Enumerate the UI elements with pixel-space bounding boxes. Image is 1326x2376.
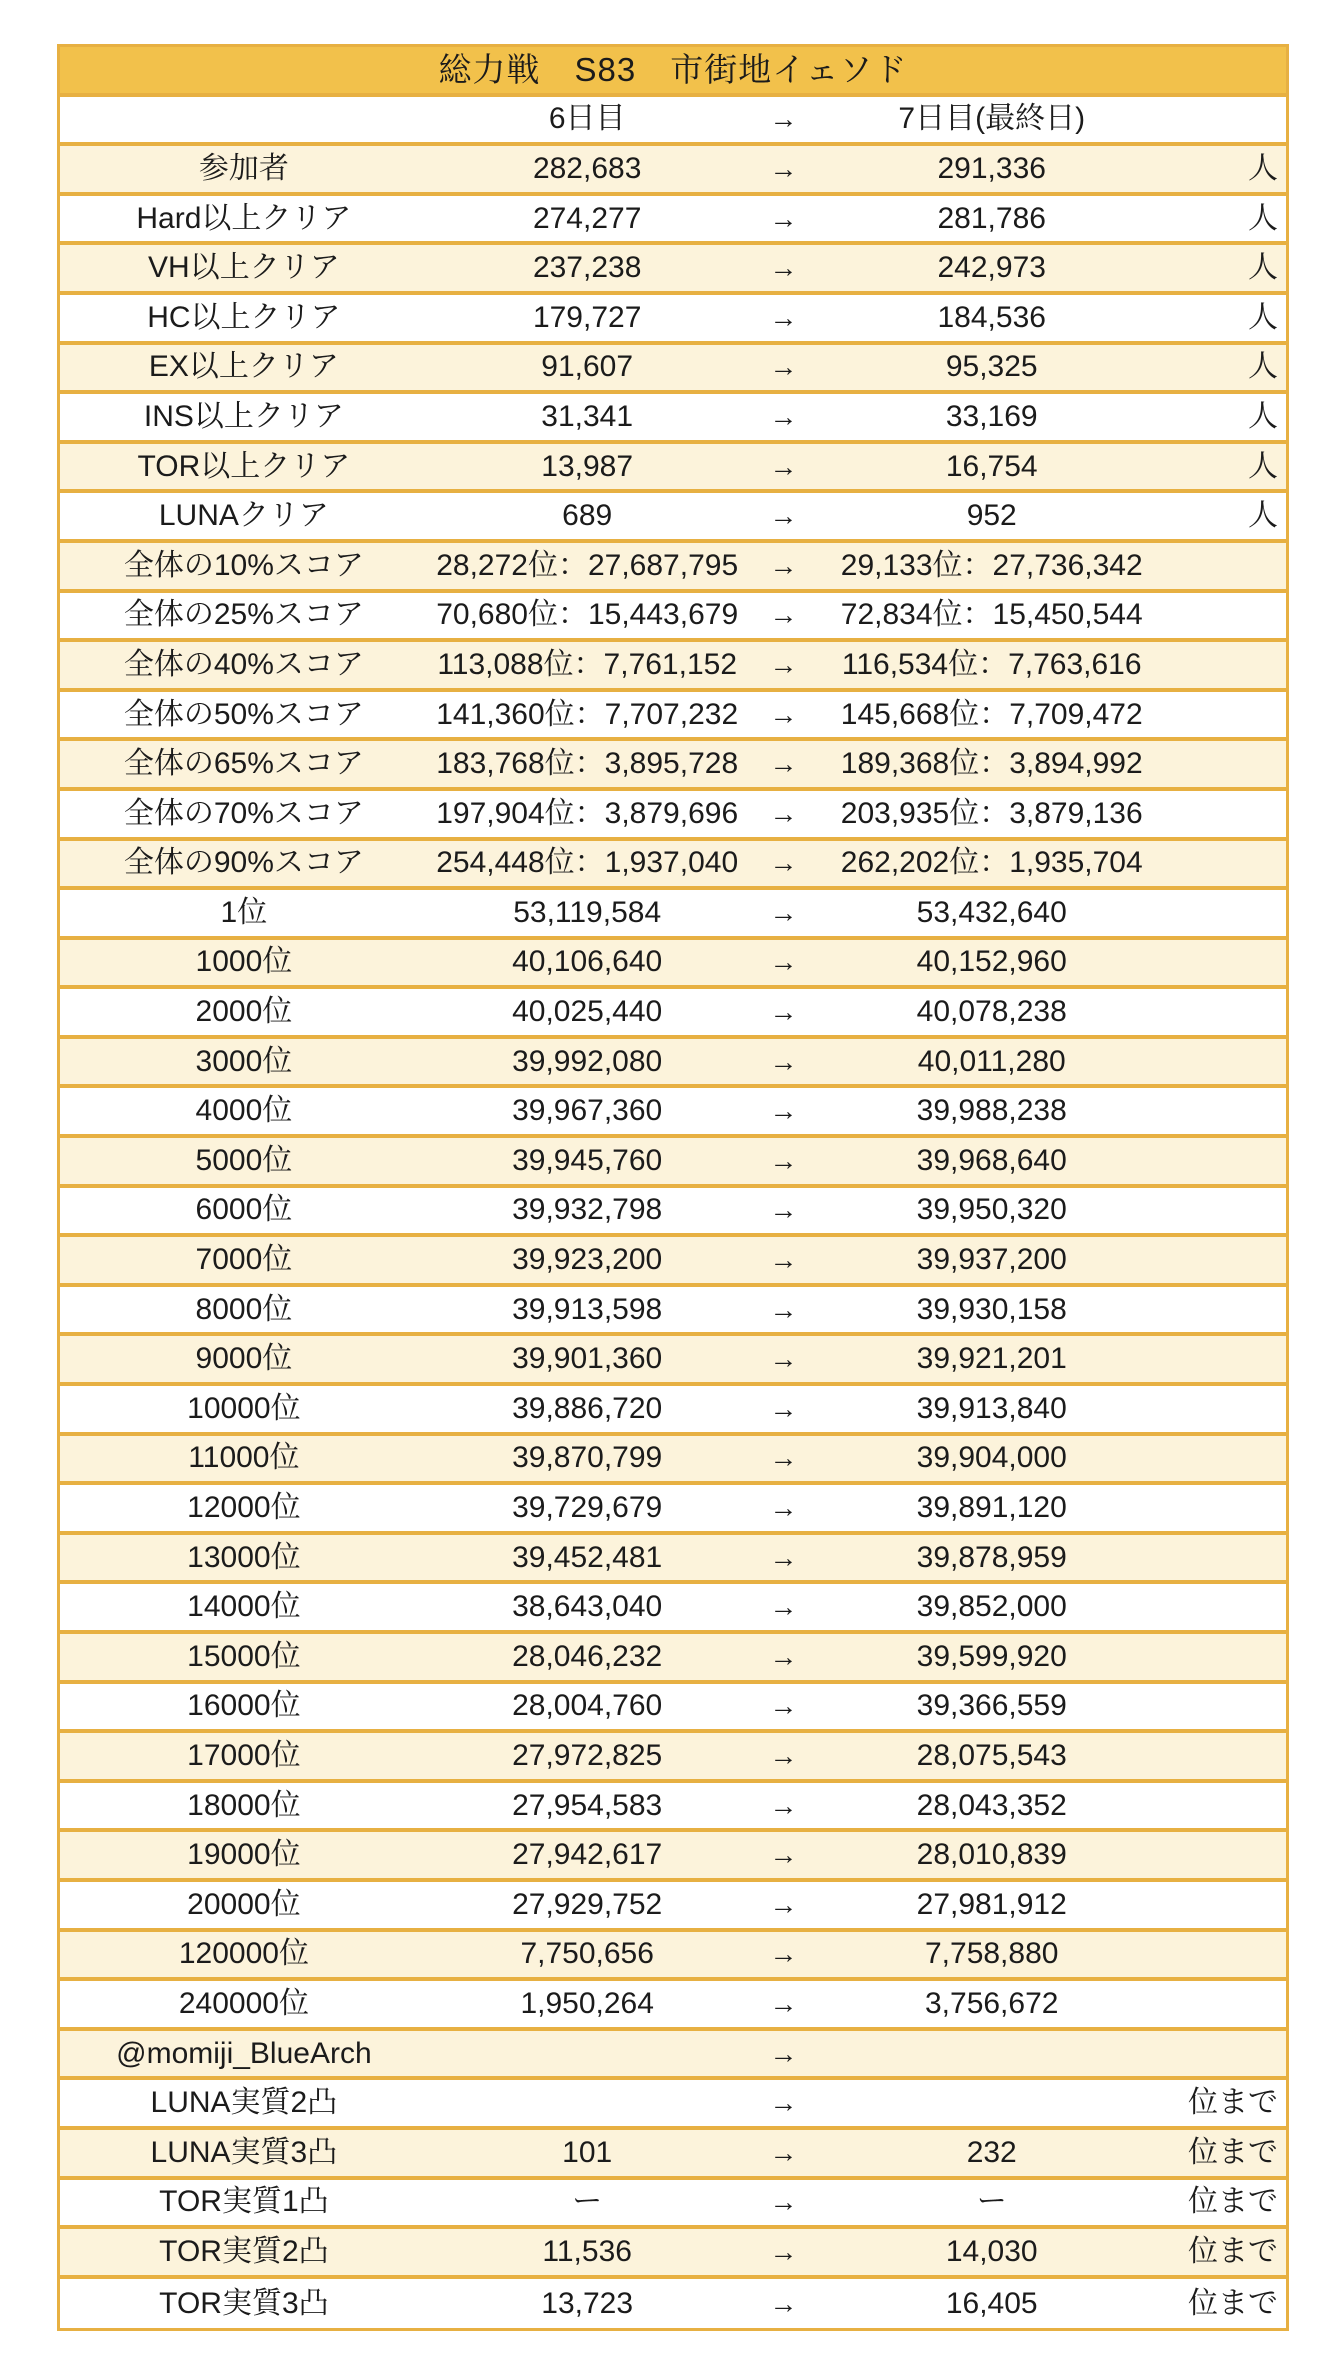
arrow-icon: → (769, 1938, 798, 1970)
day7-value: 39,878,959 (916, 1540, 1067, 1574)
row-label: 20000位 (187, 1887, 301, 1921)
day6-value: 13,723 (541, 2286, 634, 2320)
day7-value: 232 (966, 2135, 1017, 2169)
arrow-icon: → (769, 1541, 798, 1573)
day6-value: 39,992,080 (512, 1044, 663, 1078)
unit-label: 人 (1247, 449, 1278, 483)
table-row (60, 1684, 1286, 1734)
table-row (60, 890, 1286, 940)
arrow-icon: → (769, 1392, 798, 1424)
row-label: 全体の25%スコア (123, 598, 364, 632)
table-row (60, 1237, 1286, 1287)
day7-value: 39,599,920 (916, 1639, 1067, 1673)
day7-value: 952 (966, 499, 1017, 533)
day7-value: 40,078,238 (916, 995, 1067, 1029)
table-body (60, 146, 1286, 2328)
arrow-icon: → (769, 400, 798, 432)
arrow-icon: → (769, 1293, 798, 1325)
table-row (60, 593, 1286, 643)
arrow-icon: → (769, 1343, 798, 1375)
day7-value: 28,075,543 (916, 1738, 1067, 1772)
arrow-icon: → (769, 1839, 798, 1871)
table-row (60, 1733, 1286, 1783)
day7-value: 28,043,352 (916, 1788, 1067, 1822)
unit-label: 位まで (1187, 2286, 1278, 2320)
row-label: EX以上クリア (148, 350, 339, 384)
table-row (60, 394, 1286, 444)
arrow-icon: → (769, 202, 798, 234)
table-row (60, 493, 1286, 543)
table-row (60, 1584, 1286, 1634)
arrow-icon: → (769, 1244, 798, 1276)
day6-value: 39,923,200 (512, 1243, 663, 1277)
arrow-icon: → (769, 1789, 798, 1821)
arrow-icon: → (769, 1888, 798, 1920)
row-label: HC以上クリア (147, 300, 341, 334)
table-row (60, 543, 1286, 593)
table-row (60, 1188, 1286, 1238)
table-row (60, 841, 1286, 891)
arrow-icon: → (769, 1690, 798, 1722)
row-label: 18000位 (187, 1788, 301, 1822)
arrow-icon: → (769, 2287, 798, 2319)
row-label: INS以上クリア (143, 399, 344, 433)
day7-value: 39,968,640 (916, 1143, 1067, 1177)
table-row (60, 1138, 1286, 1188)
table-row (60, 2130, 1286, 2180)
day7-value: 29,133位：27,736,342 (840, 548, 1143, 582)
day7-value: 16,405 (945, 2286, 1038, 2320)
day6-value: 39,452,481 (512, 1540, 663, 1574)
day6-value: 39,901,360 (512, 1342, 663, 1376)
day7-value: 145,668位：7,709,472 (840, 697, 1143, 731)
day7-value: 39,891,120 (916, 1491, 1067, 1525)
table-row (60, 642, 1286, 692)
arrow-icon: → (769, 1591, 798, 1623)
day7-value: 262,202位：1,935,704 (840, 846, 1143, 880)
row-label: 全体の50%スコア (123, 697, 364, 731)
table-row (60, 989, 1286, 1039)
day6-value: 39,886,720 (512, 1391, 663, 1425)
row-label: 全体の40%スコア (123, 647, 364, 681)
row-label: 全体の10%スコア (123, 548, 364, 582)
row-label: 全体の70%スコア (123, 796, 364, 830)
day6-value: 28,046,232 (512, 1639, 663, 1673)
table-row (60, 791, 1286, 841)
day6-value: 70,680位：15,443,679 (436, 598, 739, 632)
row-label: 5000位 (195, 1143, 293, 1177)
day6-value: 254,448位：1,937,040 (436, 846, 739, 880)
header-day7: 7日目(最終日) (898, 102, 1086, 136)
day6-value: 13,987 (541, 449, 634, 483)
table-row (60, 196, 1286, 246)
day7-value: 39,904,000 (916, 1441, 1067, 1475)
day6-value: 91,607 (541, 350, 634, 384)
arrow-icon: → (769, 648, 798, 680)
row-label: TOR以上クリア (137, 449, 351, 483)
table-row (60, 1336, 1286, 1386)
day7-value: 189,368位：3,894,992 (840, 747, 1143, 781)
row-label: 4000位 (195, 1094, 293, 1128)
day7-value: 3,756,672 (924, 1986, 1059, 2020)
table-row (60, 444, 1286, 494)
table-row (60, 1485, 1286, 1535)
day7-value: 39,950,320 (916, 1193, 1067, 1227)
day7-value: 14,030 (945, 2234, 1038, 2268)
unit-label: 人 (1247, 399, 1278, 433)
day6-value: 39,945,760 (512, 1143, 663, 1177)
table-row (60, 1783, 1286, 1833)
row-label: LUNA実質2凸 (150, 2086, 338, 2120)
day6-value: 27,929,752 (512, 1887, 663, 1921)
table-row (60, 692, 1286, 742)
day7-value: ー (976, 2185, 1007, 2219)
table-row (60, 2180, 1286, 2230)
day7-value: 53,432,640 (916, 895, 1067, 929)
day7-value: 33,169 (945, 399, 1038, 433)
arrow-icon: → (769, 500, 798, 532)
arrow-icon: → (769, 2186, 798, 2218)
row-label: 1000位 (195, 945, 293, 979)
arrow-icon: → (769, 1640, 798, 1672)
arrow-icon: → (769, 301, 798, 333)
day7-value: 242,973 (937, 251, 1046, 285)
unit-label: 位まで (1187, 2135, 1278, 2169)
row-label: 19000位 (187, 1838, 301, 1872)
unit-label: 人 (1247, 499, 1278, 533)
row-label: 11000位 (188, 1441, 300, 1475)
table-row (60, 2279, 1286, 2329)
unit-label: 位まで (1187, 2234, 1278, 2268)
arrow-icon: → (769, 1144, 798, 1176)
row-label: 17000位 (187, 1738, 301, 1772)
arrow-icon: → (769, 103, 798, 135)
table-row (60, 1386, 1286, 1436)
arrow-icon: → (769, 1442, 798, 1474)
day7-value: 203,935位：3,879,136 (840, 796, 1143, 830)
unit-label: 人 (1247, 251, 1278, 285)
day6-value: 7,750,656 (520, 1937, 654, 1971)
table-row (60, 1882, 1286, 1932)
row-label: 1位 (220, 895, 268, 929)
day6-value: 53,119,584 (513, 895, 662, 929)
row-label: 240000位 (178, 1986, 309, 2020)
day6-value: 183,768位：3,895,728 (436, 747, 739, 781)
table-row (60, 2229, 1286, 2279)
day6-value: 197,904位：3,879,696 (436, 796, 739, 830)
table-row (60, 2031, 1286, 2081)
unit-label: 人 (1247, 201, 1278, 235)
row-label: Hard以上クリア (136, 201, 352, 235)
table-row (60, 940, 1286, 990)
table-row (60, 1535, 1286, 1585)
day6-value: 28,004,760 (512, 1689, 663, 1723)
row-label: 全体の90%スコア (123, 846, 364, 880)
day6-value: 39,870,799 (512, 1441, 663, 1475)
day6-value: 27,954,583 (512, 1788, 663, 1822)
day6-value: 39,967,360 (512, 1094, 663, 1128)
row-label: 12000位 (187, 1491, 301, 1525)
day6-value: 179,727 (532, 300, 642, 334)
day6-value: 40,025,440 (512, 995, 663, 1029)
row-label: 16000位 (187, 1689, 301, 1723)
arrow-icon: → (769, 1194, 798, 1226)
row-label: 2000位 (195, 995, 293, 1029)
row-label: 3000位 (195, 1044, 293, 1078)
arrow-icon: → (769, 797, 798, 829)
unit-label: 位まで (1187, 2185, 1278, 2219)
day6-value: ー (572, 2185, 603, 2219)
day6-value: 101 (562, 2135, 613, 2169)
row-label: 120000位 (178, 1937, 309, 1971)
arrow-icon: → (769, 152, 798, 184)
arrow-icon: → (769, 2136, 798, 2168)
table-row (60, 741, 1286, 791)
table-row (60, 1039, 1286, 1089)
table-row (60, 295, 1286, 345)
arrow-icon: → (769, 2235, 798, 2267)
arrow-icon: → (769, 2087, 798, 2119)
table-row (60, 1981, 1286, 2031)
row-label: 全体の65%スコア (123, 747, 364, 781)
arrow-icon: → (769, 847, 798, 879)
row-label: @momiji_BlueArch (116, 2036, 372, 2070)
day6-value: 31,341 (541, 399, 634, 433)
day7-value: 40,011,280 (917, 1044, 1066, 1078)
table-row (60, 1088, 1286, 1138)
arrow-icon: → (769, 599, 798, 631)
arrow-icon: → (769, 748, 798, 780)
table-row (60, 1832, 1286, 1882)
row-label: TOR実質3凸 (159, 2286, 329, 2320)
arrow-icon: → (769, 946, 798, 978)
day7-value: 291,336 (937, 151, 1046, 185)
unit-label: 人 (1247, 300, 1278, 334)
day6-value: 282,683 (532, 151, 642, 185)
row-label: 8000位 (195, 1292, 293, 1326)
day6-value: 39,729,679 (512, 1491, 663, 1525)
unit-label: 位まで (1187, 2086, 1278, 2120)
table-header-row (60, 97, 1286, 147)
day6-value: 1,950,264 (520, 1986, 654, 2020)
day6-value: 40,106,640 (512, 945, 663, 979)
day7-value: 39,852,000 (916, 1590, 1067, 1624)
day7-value: 39,913,840 (916, 1391, 1067, 1425)
table-row (60, 146, 1286, 196)
day7-value: 16,754 (945, 449, 1038, 483)
day7-value: 39,930,158 (916, 1292, 1067, 1326)
day7-value: 7,758,880 (924, 1937, 1059, 1971)
row-label: 10000位 (187, 1391, 301, 1425)
raid-stats-table (57, 44, 1289, 2331)
day7-value: 28,010,839 (916, 1838, 1067, 1872)
day6-value: 28,272位：27,687,795 (436, 548, 739, 582)
day6-value: 39,932,798 (512, 1193, 663, 1227)
row-label: LUNAクリア (158, 499, 329, 533)
day7-value: 116,534位：7,763,616 (841, 647, 1142, 681)
arrow-icon: → (769, 252, 798, 284)
day7-value: 281,786 (937, 201, 1046, 235)
table-title-row (60, 47, 1286, 97)
table-row (60, 245, 1286, 295)
day6-value: 38,643,040 (512, 1590, 663, 1624)
day6-value: 27,942,617 (512, 1838, 663, 1872)
day7-value: 39,366,559 (916, 1689, 1067, 1723)
day7-value: 39,921,201 (916, 1342, 1067, 1376)
table-row (60, 1932, 1286, 1982)
row-label: 14000位 (187, 1590, 301, 1624)
day7-value: 40,152,960 (916, 945, 1067, 979)
arrow-icon: → (769, 1045, 798, 1077)
row-label: TOR実質2凸 (159, 2234, 329, 2268)
table-row (60, 1287, 1286, 1337)
row-label: VH以上クリア (148, 251, 340, 285)
arrow-icon: → (769, 2037, 798, 2069)
arrow-icon: → (769, 351, 798, 383)
day7-value: 95,325 (945, 350, 1038, 384)
day7-value: 39,988,238 (916, 1094, 1067, 1128)
day6-value: 11,536 (542, 2234, 632, 2268)
table-row (60, 345, 1286, 395)
arrow-icon: → (769, 1987, 798, 2019)
day6-value: 141,360位：7,707,232 (436, 697, 739, 731)
day6-value: 237,238 (532, 251, 642, 285)
row-label: 13000位 (187, 1540, 301, 1574)
arrow-icon: → (769, 996, 798, 1028)
day7-value: 184,536 (937, 300, 1046, 334)
day6-value: 39,913,598 (512, 1292, 663, 1326)
row-label: 15000位 (187, 1639, 301, 1673)
unit-label: 人 (1247, 350, 1278, 384)
day6-value: 27,972,825 (512, 1738, 663, 1772)
day6-value: 689 (562, 499, 613, 533)
row-label: 7000位 (195, 1243, 293, 1277)
table-row (60, 1634, 1286, 1684)
arrow-icon: → (769, 896, 798, 928)
table-row (60, 2080, 1286, 2130)
table-row (60, 1436, 1286, 1486)
arrow-icon: → (769, 1095, 798, 1127)
day7-value: 27,981,912 (916, 1887, 1067, 1921)
day6-value: 113,088位：7,761,152 (437, 647, 738, 681)
arrow-icon: → (769, 549, 798, 581)
header-day6: 6日目 (548, 102, 626, 136)
row-label: 6000位 (195, 1193, 293, 1227)
unit-label: 人 (1247, 151, 1278, 185)
arrow-icon: → (769, 450, 798, 482)
arrow-icon: → (769, 1492, 798, 1524)
row-label: 参加者 (198, 151, 289, 185)
row-label: LUNA実質3凸 (150, 2135, 338, 2169)
day6-value: 274,277 (532, 201, 642, 235)
table-title: 総力戦 S83 市街地イェソド (438, 51, 908, 89)
day7-value: 72,834位：15,450,544 (840, 598, 1143, 632)
day7-value: 39,937,200 (916, 1243, 1067, 1277)
row-label: 9000位 (195, 1342, 293, 1376)
arrow-icon: → (769, 1739, 798, 1771)
row-label: TOR実質1凸 (159, 2185, 329, 2219)
arrow-icon: → (769, 698, 798, 730)
